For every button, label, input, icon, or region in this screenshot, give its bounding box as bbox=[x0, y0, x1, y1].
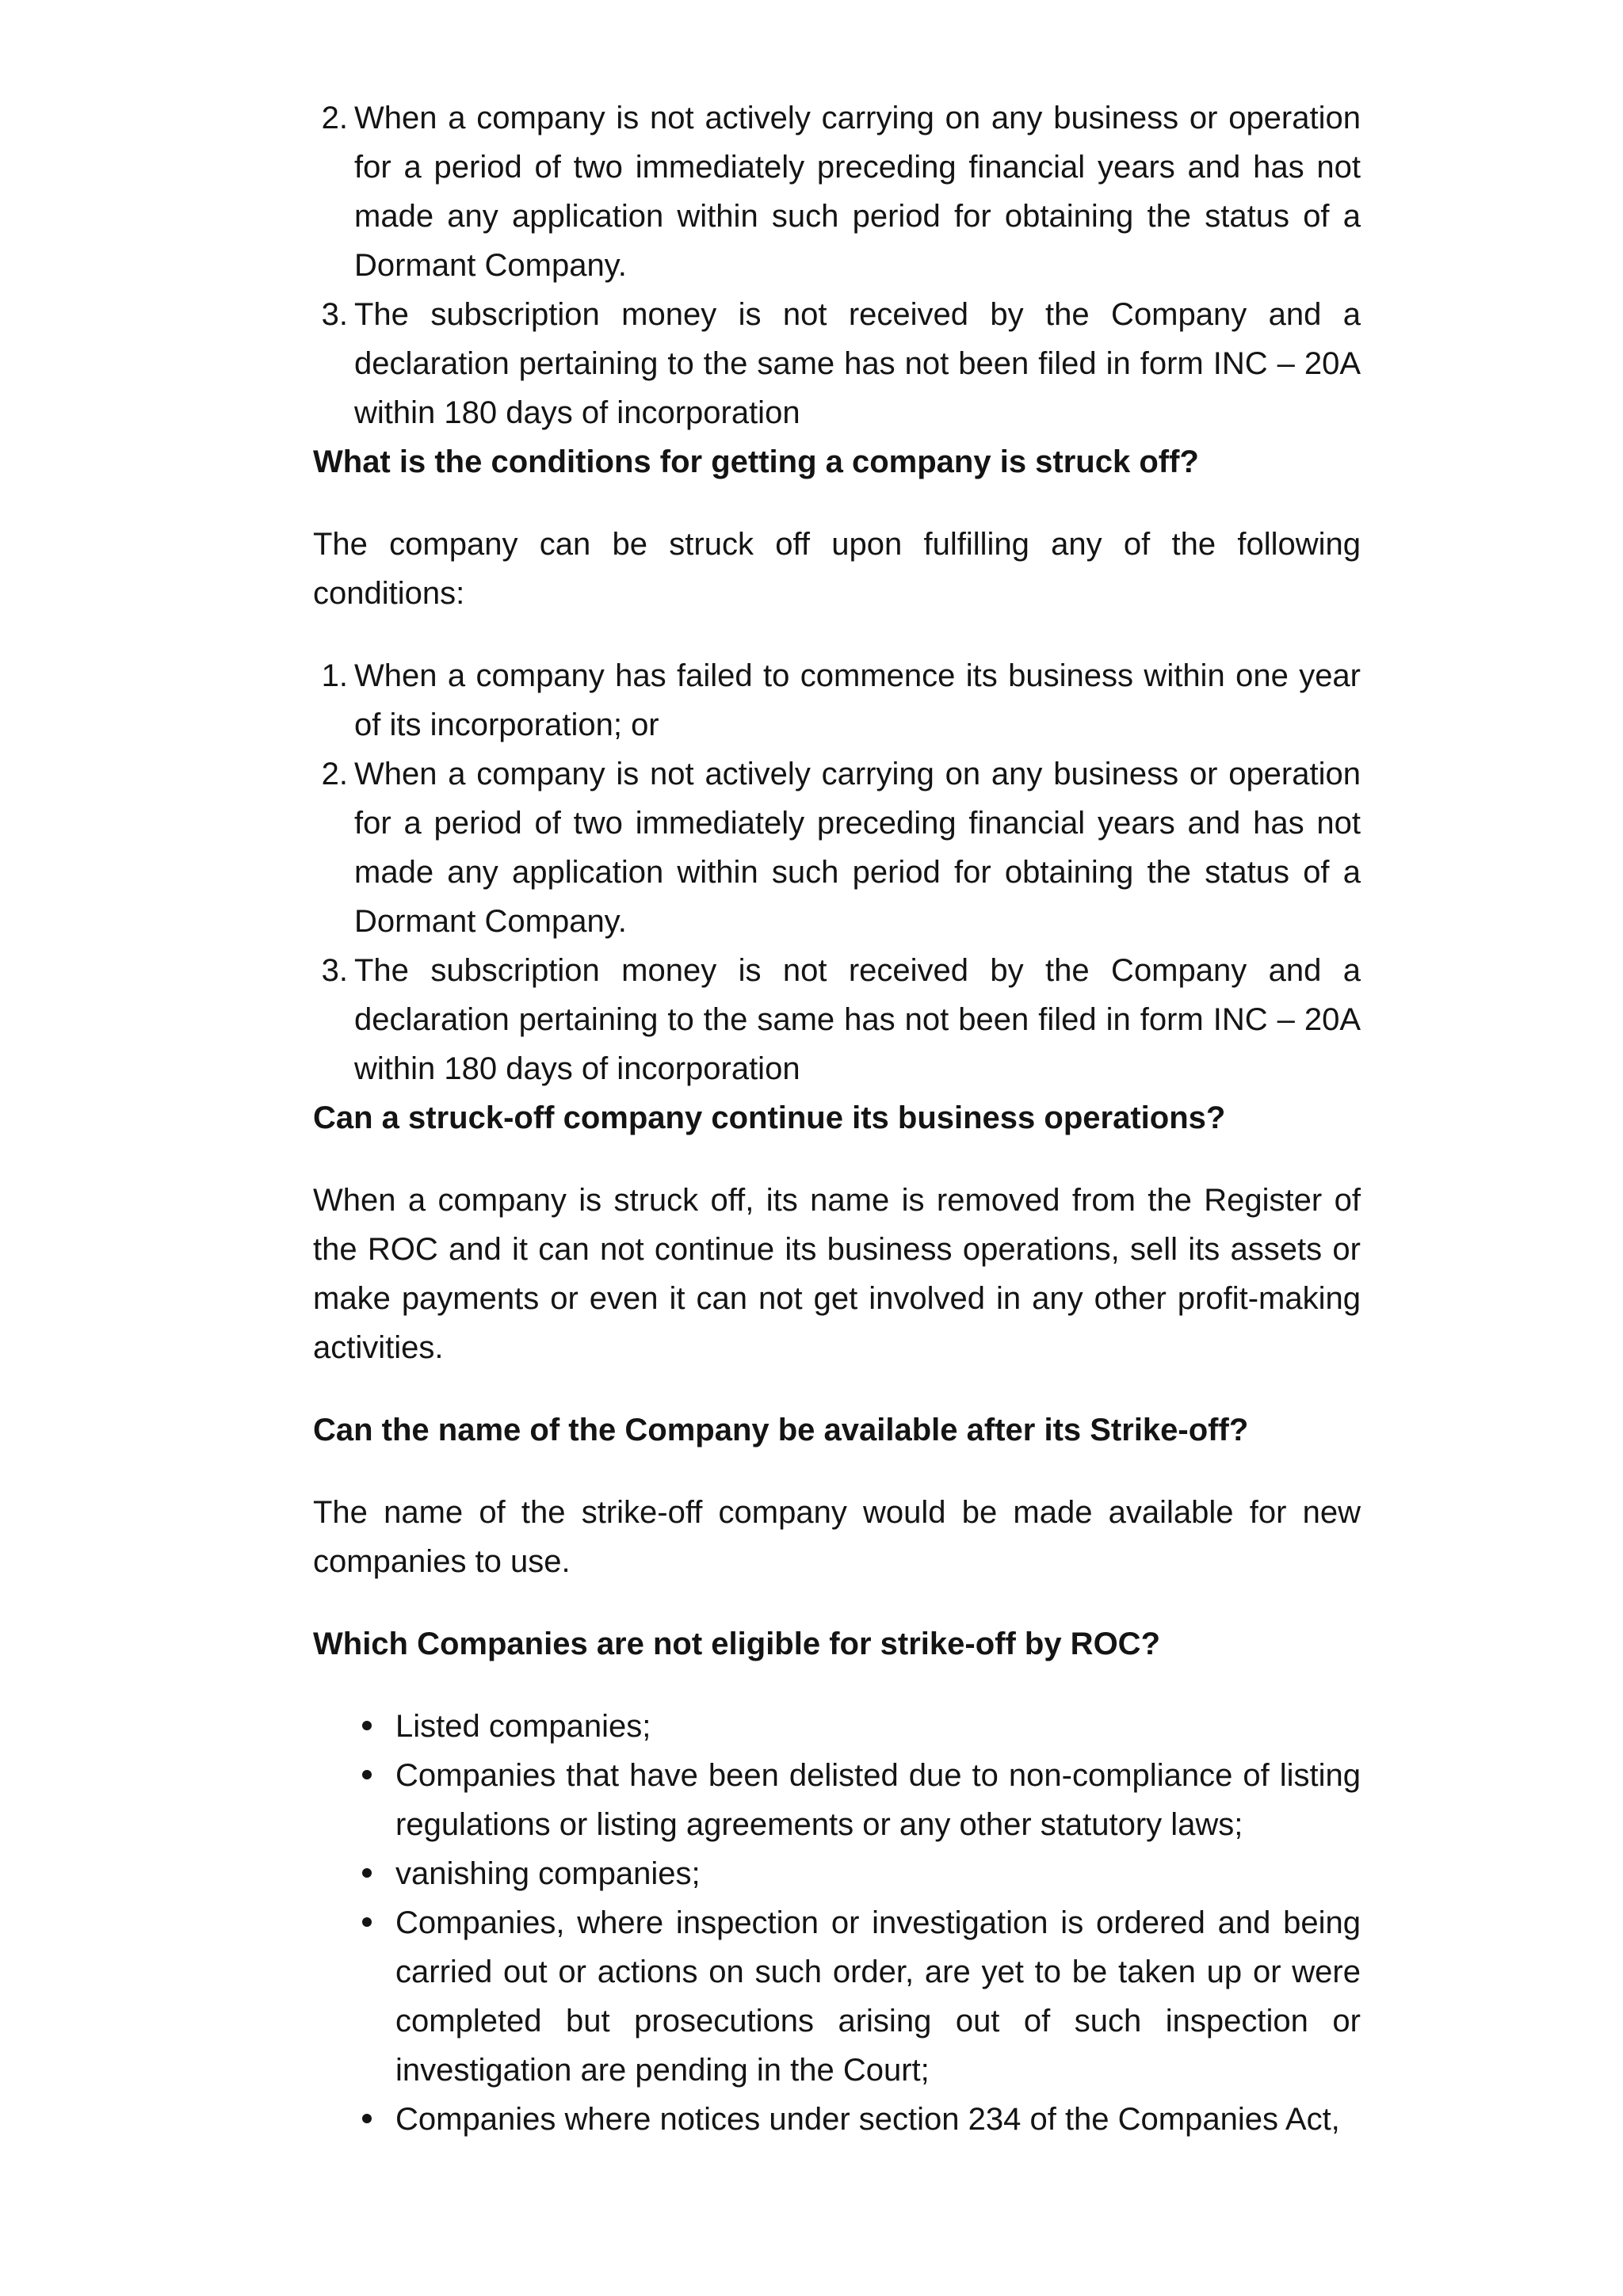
list-item bbox=[313, 1702, 1361, 1751]
list-number: 2. bbox=[321, 757, 348, 791]
section-heading-eligible: Which Companies are not eligible for strike-off by ROC? bbox=[313, 1627, 1161, 1661]
list-item-text: Companies that have been delisted due to non-compliance of listing regulations or listing agreements or any other statutory laws; bbox=[395, 1758, 1361, 1842]
list-number: 1. bbox=[321, 658, 348, 693]
list-item-text: When a company is not actively carrying on any business or operation for a period of two immediately preceding financial years and has not made any application within such period for obtaining the status of a Dormant Company. bbox=[354, 101, 1361, 283]
section-heading-continue: Can a struck-off company continue its business operations? bbox=[313, 1100, 1226, 1135]
list-item-text: Listed companies; bbox=[395, 1709, 651, 1744]
list-number: 2. bbox=[321, 101, 348, 135]
section-heading-name: Can the name of the Company be available after its Strike-off? bbox=[313, 1413, 1249, 1447]
list-item-text: When a company is not actively carrying on any business or operation for a period of two immediately preceding financial years and has not made any application within such period for obtaining the status of a Dormant Company. bbox=[354, 757, 1361, 939]
bullet-icon bbox=[362, 2114, 372, 2123]
list-number: 3. bbox=[321, 297, 348, 332]
list-item-text: vanishing companies; bbox=[395, 1856, 701, 1891]
paragraph-conditions: The company can be struck off upon fulfilling any of the following conditions: bbox=[313, 527, 1361, 611]
bullet-icon bbox=[362, 1770, 372, 1779]
bullet-icon bbox=[362, 1917, 372, 1927]
list-item bbox=[313, 946, 1361, 1093]
numbered-list-conditions bbox=[313, 651, 1361, 1093]
list-item bbox=[313, 1849, 1361, 1898]
bullet-icon bbox=[362, 1721, 372, 1730]
document-page bbox=[313, 93, 1361, 2144]
list-item-text: Companies where notices under section 234 of the Companies Act, bbox=[395, 2102, 1340, 2137]
list-item bbox=[313, 749, 1361, 946]
section-heading-conditions: What is the conditions for getting a company is struck off? bbox=[313, 444, 1199, 479]
list-item-text: The subscription money is not received by the Company and a declaration pertaining to the same has not been filed in form INC – 20A within 180 days of incorporation bbox=[354, 297, 1361, 430]
numbered-list-continued bbox=[313, 93, 1361, 437]
list-item bbox=[313, 290, 1361, 437]
list-item-text: The subscription money is not received by the Company and a declaration pertaining to the same has not been filed in form INC – 20A within 180 days of incorporation bbox=[354, 953, 1361, 1086]
list-item bbox=[313, 651, 1361, 749]
bullet-list-not-eligible bbox=[313, 1702, 1361, 2144]
list-number: 3. bbox=[321, 953, 348, 988]
paragraph-name: The name of the strike-off company would be made available for new companies to use. bbox=[313, 1495, 1361, 1579]
list-item bbox=[313, 1751, 1361, 1849]
list-item bbox=[313, 2095, 1361, 2144]
list-item-text: When a company has failed to commence its business within one year of its incorporation; or bbox=[354, 658, 1361, 742]
paragraph-continue: When a company is struck off, its name is removed from the Register of the ROC and it can not continue its business operations, sell its assets or make payments or even it can not get involved in any other profit-making activities. bbox=[313, 1183, 1361, 1365]
list-item bbox=[313, 93, 1361, 290]
bullet-icon bbox=[362, 1868, 372, 1878]
list-item-text: Companies, where inspection or investigation is ordered and being carried out or actions on such order, are yet to be taken up or were completed but prosecutions arising out of such inspection or investigation are pending in the Court; bbox=[395, 1905, 1361, 2088]
list-item bbox=[313, 1898, 1361, 2095]
